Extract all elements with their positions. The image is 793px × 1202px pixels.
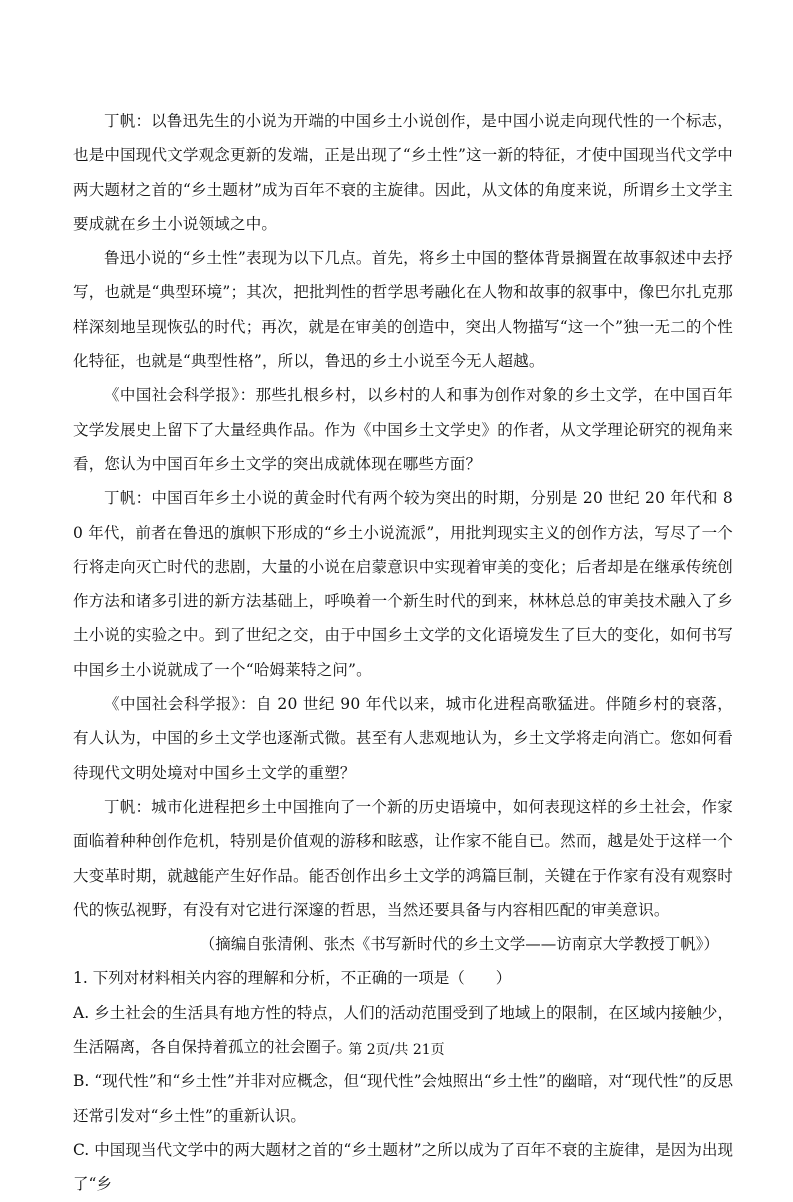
- option-c: C. 中国现当代文学中的两大题材之首的“乡土题材”之所以成为了百年不衰的主旋律，是因为出现了“乡: [73, 1140, 733, 1194]
- paragraph-2: 鲁迅小说的“乡土性”表现为以下几点。首先，将乡土中国的整体背景搁置在故事叙述中去抒写，也就是“典型环境”；其次，把批判性的哲学思考融化在人物和故事的叙事中，像巴尔扎克那样深刻地呈现恢弘的时代；再次，就是在审美的创造中，突出人物描写“这一个”独一无二的个性化特征，也就是“典型性格”，所以，鲁迅的乡土小说至今无人超越。: [73, 249, 733, 371]
- option-a: A. 乡土社会的生活具有地方性的特点，人们的活动范围受到了地域上的限制，在区域内接触少，生活隔离，各自保持着孤立的社会圈子。: [73, 1003, 733, 1057]
- document-body: [73, 104, 733, 1202]
- paragraph-1: 丁帆：以鲁迅先生的小说为开端的中国乡土小说创作，是中国小说走向现代性的一个标志，也是中国现代文学观念更新的发端，正是出现了“乡土性”这一新的特征，才使中国现当代文学中两大题材之首的“乡土题材”成为百年不衰的主旋律。因此，从文体的角度来说，所谓乡土文学主要成就在乡土小说领域之中。: [73, 112, 733, 233]
- option-b: B. “现代性”和“乡土性”并非对应概念，但“现代性”会烛照出“乡土性”的幽暗，对“现代性”的反思还常引发对“乡土性”的重新认识。: [73, 1072, 733, 1125]
- paragraph-4: 丁帆：中国百年乡土小说的黄金时代有两个较为突出的时期，分别是 20 世纪 20 年代和 80 年代，前者在鲁迅的旗帜下形成的“乡土小说流派”，用批判现实主义的创作方法，写尽了一个行将走向灭亡时代的悲剧，大量的小说在启蒙意识中实现着审美的变化；后者却是在继承传统创作方法和诸多引进的新方法基础上，呼唤着一个新生时代的到来，林林总总的审美技术融入了乡土小说的实验之中。到了世纪之交，由于中国乡土文学的文化语境发生了巨大的变化，如何书写中国乡土小说就成了一个“哈姆莱特之问”。: [73, 489, 733, 679]
- paragraph-5: 《中国社会科学报》：自 20 世纪 90 年代以来，城市化进程高歌猛进。伴随乡村的衰落，有人认为，中国的乡土文学也逐渐式微。甚至有人悲观地认为，乡土文学将走向消亡。您如何看待现代文明处境对中国乡土文学的重塑？: [73, 695, 733, 782]
- paragraph-3: 《中国社会科学报》：那些扎根乡村，以乡村的人和事为创作对象的乡土文学，在中国百年文学发展史上留下了大量经典作品。作为《中国乡土文学史》的作者，从文学理论研究的视角来看，您认为中国百年乡土文学的突出成就体现在哪些方面？: [73, 386, 733, 473]
- page-number-footer: 第 2页/共 21页: [348, 1042, 445, 1058]
- question-1: 1. 下列对材料相关内容的理解和分析，不正确的一项是（ ）: [73, 969, 512, 988]
- paragraph-6: 丁帆：城市化进程把乡土中国推向了一个新的历史语境中，如何表现这样的乡土社会，作家面临着种种创作危机，特别是价值观的游移和眩惑，让作家不能自已。然而，越是处于这样一个大变革时期，就越能产生好作品。能否创作出乡土文学的鸿篇巨制，关键在于作家有没有观察时代的恢弘视野，有没有对它进行深邃的哲思，当然还要具备与内容相匹配的审美意识。: [73, 797, 733, 919]
- source-citation: （摘编自张清俐、张杰《书写新时代的乡土文学——访南京大学教授丁帆》）: [199, 935, 719, 954]
